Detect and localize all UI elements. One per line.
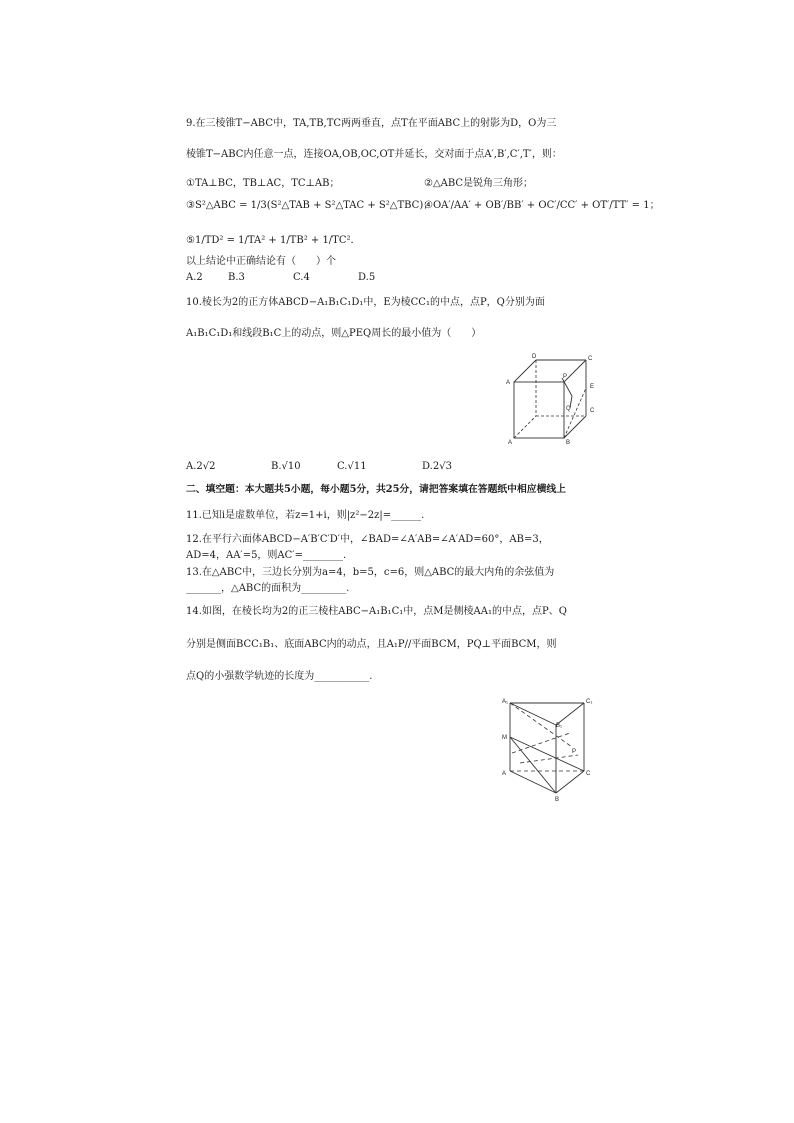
q10-option-d: D.2√3 xyxy=(422,461,452,472)
q10-label-e: E xyxy=(590,384,595,390)
q13-line1: 13.在△ABC中，三边长分别为a=4，b=5，c=6，则△ABC的最大内角的余弦值为 xyxy=(186,567,555,578)
section2-heading: 二、填空题：本大题共5小题，每小题5分，共25分，请把答案填在答题纸中相应横线上 xyxy=(186,484,566,495)
q11-text: 11.已知i是虚数单位，若z=1+i，则|z²−2z|=______. xyxy=(186,510,425,521)
q14-label-a: A xyxy=(502,771,507,777)
q9-item4: ④OA′/AA′ + OB′/BB′ + OC′/CC′ + OT′/TT′ = 1； xyxy=(424,200,660,211)
q12-line1: 12.在平行六面体ABCD−A′B′C′D′中，∠BAD=∠A′AB=∠A′AD=60°，AB=3， xyxy=(186,534,549,545)
q14-line3: 点Q的小强数学轨迹的长度为___________. xyxy=(186,671,373,682)
q10-label-p: P xyxy=(563,374,568,380)
q14-line2: 分别是侧面BCC₁B₁、底面ABC内的动点，且A₁P//平面BCM，PQ⊥平面BCM，则 xyxy=(186,639,557,650)
q10-label-q: Q xyxy=(566,406,571,412)
q10-label-a: A xyxy=(508,440,513,446)
q14-label-m: M xyxy=(502,735,507,741)
q10-cube-figure xyxy=(500,352,610,452)
q9-option-c: C.4 xyxy=(293,272,310,283)
q14-label-p: P xyxy=(572,749,577,755)
q14-label-c1: C₁ xyxy=(586,699,593,705)
q14-prism-figure xyxy=(500,697,600,807)
q10-label-c: C xyxy=(590,408,595,414)
q10-label-d: D xyxy=(532,354,537,360)
q10-line1: 10.棱长为2的正方体ABCD−A₁B₁C₁D₁中，E为棱CC₁的中点，点P，Q分别为面 xyxy=(186,297,545,308)
q10-label-b: B xyxy=(566,440,571,446)
q9-item3: ③S²△ABC = 1/3(S²△TAB + S²△TAC + S²△TBC)； xyxy=(186,200,434,211)
q14-label-b: B xyxy=(555,797,560,803)
q10-option-b: B.√10 xyxy=(271,461,301,472)
q10-label-c1: C xyxy=(588,356,593,362)
q9-option-b: B.3 xyxy=(228,272,245,283)
q10-line2: A₁B₁C₁D₁和线段B₁C上的动点，则△PEQ周长的最小值为（ ） xyxy=(186,328,482,339)
q14-label-c: C xyxy=(586,771,591,777)
q9-item5: ⑤1/TD² = 1/TA² + 1/TB² + 1/TC²． xyxy=(186,235,361,246)
q14-label-b1: B₁ xyxy=(556,723,563,729)
q14-line1: 14.如图，在棱长均为2的正三棱柱ABC−A₁B₁C₁中，点M是侧棱AA₁的中点，点P、Q xyxy=(186,606,567,617)
q9-line2: 棱锥T−ABC内任意一点，连接OA,OB,OC,OT并延长，交对面于点A′,B′,C′,T′，则： xyxy=(186,149,562,160)
q13-line2: _______，△ABC的面积为_________. xyxy=(186,583,350,594)
q9-item1: ①TA⊥BC，TB⊥AC，TC⊥AB； xyxy=(186,178,340,189)
q9-question: 以上结论中正确结论有（ ）个 xyxy=(186,256,336,267)
q10-option-c: C.√11 xyxy=(337,461,367,472)
q9-item2: ②△ABC是锐角三角形； xyxy=(424,178,534,189)
q10-label-a1: A xyxy=(506,380,511,386)
q9-option-d: D.5 xyxy=(358,272,376,283)
q9-option-a: A.2 xyxy=(186,272,203,283)
q12-line2: AD=4，AA′=5，则AC′=________. xyxy=(186,550,347,561)
q9-line1: 9.在三棱锥T−ABC中，TA,TB,TC两两垂直，点T在平面ABC上的射影为D，O为三 xyxy=(186,118,557,129)
q14-label-a1: A₁ xyxy=(502,699,509,705)
q10-option-a: A.2√2 xyxy=(186,461,216,472)
